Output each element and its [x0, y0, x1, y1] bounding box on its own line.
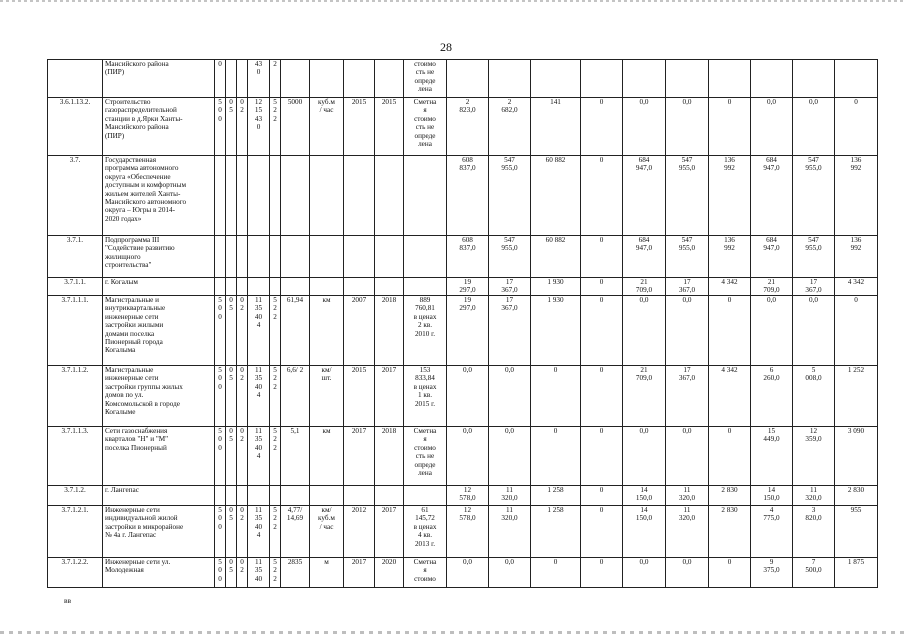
estimated-cost: стоимо сть не опреде лена — [404, 60, 447, 98]
code-digit — [237, 236, 248, 278]
value-cell: 547 955,0 — [666, 156, 709, 236]
value-cell — [581, 60, 623, 98]
estimated-cost — [404, 278, 447, 296]
value-cell: 17 367,0 — [793, 278, 835, 296]
table-row — [48, 296, 878, 366]
unit: м — [310, 558, 344, 588]
value-cell: 7 500,0 — [793, 558, 835, 588]
code-digit — [237, 156, 248, 236]
value-cell: 3 090 — [835, 427, 878, 486]
value-cell: 0 — [581, 558, 623, 588]
value-cell: 0,0 — [751, 296, 793, 366]
start-year: 2015 — [344, 366, 375, 427]
value-cell — [489, 60, 531, 98]
capacity: 6,6/ 2 — [281, 366, 310, 427]
value-cell: 608 837,0 — [447, 236, 489, 278]
unit: км — [310, 427, 344, 486]
value-cell: 955 — [835, 506, 878, 558]
value-cell: 0,0 — [793, 296, 835, 366]
table-row — [48, 98, 878, 156]
value-cell: 0,0 — [623, 98, 666, 156]
row-name: Инженерные сети ул. Молодежная — [103, 558, 215, 588]
row-name: Инженерные сети индивидуальной жилой застройки в микрорайоне № 4а г. Лангепас — [103, 506, 215, 558]
estimated-cost: Сметна я стоимо сть не опреде лена — [404, 98, 447, 156]
value-cell: 0,0 — [623, 427, 666, 486]
value-cell: 0,0 — [666, 558, 709, 588]
code-digit: 11 35 40 — [248, 558, 270, 588]
value-cell: 0 — [581, 278, 623, 296]
value-cell: 60 882 — [531, 156, 581, 236]
scan-edge-top — [0, 0, 905, 2]
value-cell: 136 992 — [709, 156, 751, 236]
value-cell: 0,0 — [447, 558, 489, 588]
row-name: Сети газоснабжения кварталов "Н" и "М" поселка Пионерный — [103, 427, 215, 486]
row-code: 3.7.1.1. — [48, 278, 103, 296]
value-cell: 684 947,0 — [751, 156, 793, 236]
code-digit — [270, 486, 281, 506]
end-year: 2020 — [375, 558, 404, 588]
value-cell — [447, 60, 489, 98]
value-cell: 1 252 — [835, 366, 878, 427]
value-cell: 1 258 — [531, 506, 581, 558]
capacity: 5000 — [281, 98, 310, 156]
unit — [310, 236, 344, 278]
code-digit — [215, 156, 226, 236]
code-digit: 0 5 — [226, 296, 237, 366]
value-cell: 0,0 — [666, 427, 709, 486]
page-number: 28 — [440, 40, 452, 54]
code-digit — [237, 60, 248, 98]
table-row — [48, 366, 878, 427]
start-year: 2007 — [344, 296, 375, 366]
value-cell: 14 150,0 — [751, 486, 793, 506]
value-cell — [709, 60, 751, 98]
code-digit: 5 2 2 — [270, 366, 281, 427]
value-cell: 0 — [581, 486, 623, 506]
code-digit: 0 5 — [226, 506, 237, 558]
value-cell: 2 682,0 — [489, 98, 531, 156]
value-cell: 0,0 — [489, 558, 531, 588]
estimated-cost — [404, 156, 447, 236]
code-digit: 5 2 2 — [270, 98, 281, 156]
value-cell — [835, 60, 878, 98]
row-code: 3.7.1.2.1. — [48, 506, 103, 558]
value-cell: 684 947,0 — [751, 236, 793, 278]
value-cell: 0 — [581, 156, 623, 236]
value-cell: 14 150,0 — [623, 506, 666, 558]
value-cell — [531, 60, 581, 98]
end-year: 2015 — [375, 98, 404, 156]
value-cell: 12 578,0 — [447, 506, 489, 558]
unit — [310, 60, 344, 98]
end-year: 2018 — [375, 296, 404, 366]
row-name: Строительство газораспределительной станции в д.Ярки Ханты- Мансийского района (ПИР) — [103, 98, 215, 156]
start-year: 2015 — [344, 98, 375, 156]
code-digit: 0 5 — [226, 98, 237, 156]
row-name: Магистральные и внутриквартальные инженерные сети застройки жилыми домами поселка Пионерный города Когалыма — [103, 296, 215, 366]
code-digit: 5 2 2 — [270, 427, 281, 486]
code-digit — [248, 278, 270, 296]
code-digit: 0 2 — [237, 98, 248, 156]
code-digit — [248, 236, 270, 278]
capacity: 61,94 — [281, 296, 310, 366]
value-cell: 0,0 — [623, 296, 666, 366]
value-cell: 11 320,0 — [793, 486, 835, 506]
program-table — [47, 59, 878, 588]
value-cell: 12 359,0 — [793, 427, 835, 486]
value-cell: 19 297,0 — [447, 278, 489, 296]
value-cell: 136 992 — [835, 156, 878, 236]
value-cell: 608 837,0 — [447, 156, 489, 236]
estimated-cost: Сметна я стоимо — [404, 558, 447, 588]
code-digit: 5 0 0 — [215, 506, 226, 558]
value-cell: 0,0 — [489, 427, 531, 486]
code-digit — [215, 278, 226, 296]
estimated-cost: Сметна я стоимо сть не опреде лена — [404, 427, 447, 486]
scan-edge-bottom — [0, 631, 905, 634]
unit — [310, 486, 344, 506]
table-row — [48, 558, 878, 588]
row-code: 3.7.1.1.3. — [48, 427, 103, 486]
value-cell: 15 449,0 — [751, 427, 793, 486]
value-cell: 12 578,0 — [447, 486, 489, 506]
code-digit: 5 0 0 — [215, 98, 226, 156]
code-digit: 0 — [215, 60, 226, 98]
code-digit: 0 2 — [237, 366, 248, 427]
row-name: Магистральные инженерные сети застройки группы жилых домов по ул. Комсомольской в городе Когалыме — [103, 366, 215, 427]
row-code: 3.6.1.13.2. — [48, 98, 103, 156]
start-year: 2012 — [344, 506, 375, 558]
value-cell: 11 320,0 — [489, 486, 531, 506]
value-cell: 136 992 — [835, 236, 878, 278]
value-cell: 0 — [581, 98, 623, 156]
estimated-cost: 889 760,81 в ценах 2 кв. 2010 г. — [404, 296, 447, 366]
table-row — [48, 486, 878, 506]
code-digit — [226, 156, 237, 236]
value-cell: 0 — [709, 558, 751, 588]
row-code: 3.7.1. — [48, 236, 103, 278]
row-code: 3.7.1.2.2. — [48, 558, 103, 588]
row-code: 3.7.1.2. — [48, 486, 103, 506]
row-name: Мансийского района (ПИР) — [103, 60, 215, 98]
end-year: 2017 — [375, 506, 404, 558]
row-code: 3.7.1.1.1. — [48, 296, 103, 366]
end-year: 2017 — [375, 366, 404, 427]
start-year: 2017 — [344, 558, 375, 588]
row-name: Государственная программа автономного округа «Обеспечение доступным и комфортным жильем жителей Ханты- Мансийского автономного округа – Югры в 2014- 2020 годах» — [103, 156, 215, 236]
unit — [310, 156, 344, 236]
start-year — [344, 278, 375, 296]
table-row — [48, 506, 878, 558]
value-cell: 0,0 — [447, 427, 489, 486]
value-cell: 684 947,0 — [623, 236, 666, 278]
capacity: 2835 — [281, 558, 310, 588]
code-digit: 5 0 0 — [215, 558, 226, 588]
code-digit — [237, 486, 248, 506]
table-row — [48, 156, 878, 236]
value-cell: 5 008,0 — [793, 366, 835, 427]
unit: км/ куб.м / час — [310, 506, 344, 558]
value-cell: 0,0 — [489, 366, 531, 427]
end-year: 2018 — [375, 427, 404, 486]
code-digit: 43 0 — [248, 60, 270, 98]
value-cell: 0,0 — [751, 98, 793, 156]
value-cell: 2 830 — [709, 506, 751, 558]
value-cell: 4 342 — [709, 278, 751, 296]
start-year: 2017 — [344, 427, 375, 486]
unit — [310, 278, 344, 296]
row-name: г. Лангепас — [103, 486, 215, 506]
value-cell: 3 820,0 — [793, 506, 835, 558]
estimated-cost: 61 145,72 в ценах 4 кв. 2013 г. — [404, 506, 447, 558]
value-cell: 21 709,0 — [623, 366, 666, 427]
estimated-cost: 153 833,84 в ценах 1 кв. 2015 г. — [404, 366, 447, 427]
value-cell: 0 — [709, 98, 751, 156]
end-year — [375, 236, 404, 278]
value-cell: 6 260,0 — [751, 366, 793, 427]
code-digit: 5 0 0 — [215, 427, 226, 486]
code-digit: 11 35 40 4 — [248, 506, 270, 558]
value-cell: 0,0 — [793, 98, 835, 156]
value-cell — [793, 60, 835, 98]
value-cell: 1 930 — [531, 278, 581, 296]
value-cell: 17 367,0 — [489, 296, 531, 366]
value-cell: 60 882 — [531, 236, 581, 278]
value-cell: 0 — [581, 427, 623, 486]
table-row — [48, 278, 878, 296]
value-cell: 0,0 — [623, 558, 666, 588]
value-cell: 11 320,0 — [666, 486, 709, 506]
value-cell: 0 — [709, 296, 751, 366]
code-digit: 2 — [270, 60, 281, 98]
row-name: г. Когалым — [103, 278, 215, 296]
table-row — [48, 427, 878, 486]
code-digit: 12 15 43 0 — [248, 98, 270, 156]
capacity — [281, 156, 310, 236]
value-cell: 0,0 — [666, 296, 709, 366]
table-row — [48, 236, 878, 278]
value-cell: 547 955,0 — [489, 156, 531, 236]
value-cell: 21 709,0 — [751, 278, 793, 296]
code-digit — [270, 236, 281, 278]
value-cell: 684 947,0 — [623, 156, 666, 236]
code-digit — [226, 236, 237, 278]
code-digit: 11 35 40 4 — [248, 296, 270, 366]
value-cell: 141 — [531, 98, 581, 156]
value-cell: 2 823,0 — [447, 98, 489, 156]
code-digit: 0 2 — [237, 558, 248, 588]
capacity — [281, 60, 310, 98]
footer-mark: вв — [64, 596, 72, 605]
row-code: 3.7.1.1.2. — [48, 366, 103, 427]
code-digit: 11 35 40 4 — [248, 427, 270, 486]
code-digit: 0 2 — [237, 427, 248, 486]
value-cell: 0 — [835, 98, 878, 156]
unit: куб.м / час — [310, 98, 344, 156]
code-digit — [248, 486, 270, 506]
value-cell: 0 — [531, 366, 581, 427]
capacity: 4,77/ 14,69 — [281, 506, 310, 558]
code-digit — [248, 156, 270, 236]
row-name: Подпрограмма III "Содействие развитию жилищного строительства" — [103, 236, 215, 278]
value-cell: 4 775,0 — [751, 506, 793, 558]
value-cell: 17 367,0 — [666, 366, 709, 427]
value-cell: 4 342 — [709, 366, 751, 427]
code-digit — [226, 60, 237, 98]
code-digit: 0 5 — [226, 366, 237, 427]
capacity: 5,1 — [281, 427, 310, 486]
capacity — [281, 236, 310, 278]
value-cell: 0 — [835, 296, 878, 366]
value-cell: 547 955,0 — [666, 236, 709, 278]
value-cell: 0 — [581, 296, 623, 366]
start-year — [344, 60, 375, 98]
value-cell: 19 297,0 — [447, 296, 489, 366]
value-cell: 14 150,0 — [623, 486, 666, 506]
code-digit — [215, 236, 226, 278]
value-cell: 547 955,0 — [793, 236, 835, 278]
value-cell: 0,0 — [447, 366, 489, 427]
code-digit: 11 35 40 4 — [248, 366, 270, 427]
code-digit: 0 5 — [226, 427, 237, 486]
value-cell: 17 367,0 — [666, 278, 709, 296]
value-cell: 0 — [531, 427, 581, 486]
value-cell: 11 320,0 — [666, 506, 709, 558]
code-digit — [215, 486, 226, 506]
value-cell: 2 830 — [709, 486, 751, 506]
code-digit: 0 5 — [226, 558, 237, 588]
code-digit: 0 2 — [237, 296, 248, 366]
code-digit — [226, 486, 237, 506]
value-cell: 0,0 — [666, 98, 709, 156]
value-cell — [623, 60, 666, 98]
unit: км/ шт. — [310, 366, 344, 427]
capacity — [281, 278, 310, 296]
estimated-cost — [404, 236, 447, 278]
code-digit: 5 0 0 — [215, 296, 226, 366]
value-cell: 0 — [581, 506, 623, 558]
code-digit: 5 2 2 — [270, 558, 281, 588]
value-cell: 136 992 — [709, 236, 751, 278]
value-cell: 9 375,0 — [751, 558, 793, 588]
code-digit: 0 2 — [237, 506, 248, 558]
code-digit — [237, 278, 248, 296]
value-cell: 17 367,0 — [489, 278, 531, 296]
value-cell: 11 320,0 — [489, 506, 531, 558]
unit: км — [310, 296, 344, 366]
value-cell: 1 875 — [835, 558, 878, 588]
end-year — [375, 60, 404, 98]
value-cell — [666, 60, 709, 98]
value-cell: 2 830 — [835, 486, 878, 506]
end-year — [375, 278, 404, 296]
code-digit — [270, 278, 281, 296]
start-year — [344, 486, 375, 506]
code-digit: 5 2 2 — [270, 296, 281, 366]
estimated-cost — [404, 486, 447, 506]
code-digit — [226, 278, 237, 296]
value-cell: 547 955,0 — [489, 236, 531, 278]
value-cell: 0 — [581, 366, 623, 427]
value-cell — [751, 60, 793, 98]
value-cell: 4 342 — [835, 278, 878, 296]
table-row — [48, 60, 878, 98]
value-cell: 0 — [531, 558, 581, 588]
row-code — [48, 60, 103, 98]
row-code: 3.7. — [48, 156, 103, 236]
value-cell: 1 258 — [531, 486, 581, 506]
start-year — [344, 156, 375, 236]
value-cell: 0 — [709, 427, 751, 486]
end-year — [375, 156, 404, 236]
value-cell: 0 — [581, 236, 623, 278]
start-year — [344, 236, 375, 278]
code-digit — [270, 156, 281, 236]
capacity — [281, 486, 310, 506]
code-digit: 5 2 2 — [270, 506, 281, 558]
value-cell: 547 955,0 — [793, 156, 835, 236]
end-year — [375, 486, 404, 506]
code-digit: 5 0 0 — [215, 366, 226, 427]
value-cell: 1 930 — [531, 296, 581, 366]
value-cell: 21 709,0 — [623, 278, 666, 296]
